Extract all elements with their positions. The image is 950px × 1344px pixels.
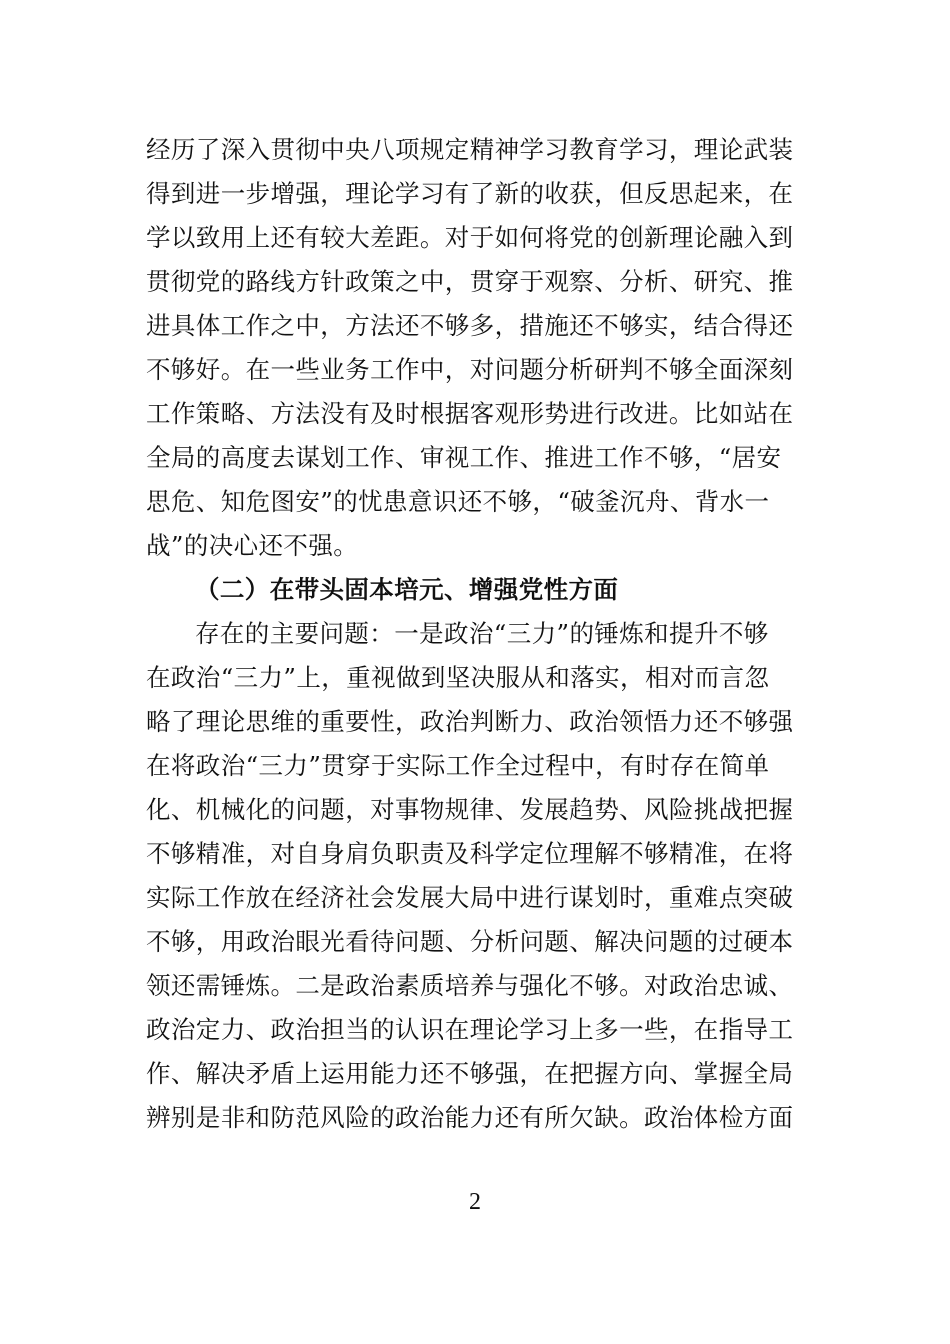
text-line: 化、机械化的问题，对事物规律、发展趋势、风险挑战把握	[146, 795, 794, 824]
body-text	[146, 128, 811, 1140]
text-line: 不够精准，对自身肩负职责及科学定位理解不够精准，在将	[146, 839, 794, 868]
text-line: 思危、知危图安”的忧患意识还不够，“破釜沉舟、背水一	[146, 487, 770, 516]
text-line: 学以致用上还有较大差距。对于如何将党的创新理论融入到	[146, 223, 794, 252]
text-line: 政治定力、政治担当的认识在理论学习上多一些，在指导工	[146, 1015, 794, 1044]
text-line: 辨别是非和防范风险的政治能力还有所欠缺。政治体检方面	[146, 1103, 794, 1132]
text-line: 工作策略、方法没有及时根据客观形势进行改进。比如站在	[146, 399, 794, 428]
text-line: 经历了深入贯彻中央八项规定精神学习教育学习，理论武装	[146, 135, 794, 164]
text-line: 作、解决矛盾上运用能力还不够强，在把握方向、掌握全局	[146, 1059, 794, 1088]
text-line: 在将政治“三力”贯穿于实际工作全过程中，有时存在简单	[146, 751, 770, 780]
text-line: 领还需锤炼。二是政治素质培养与强化不够。对政治忠诚、	[146, 971, 794, 1000]
text-line: 在政治“三力”上，重视做到坚决服从和落实，相对而言忽	[146, 663, 770, 692]
text-line: 全局的高度去谋划工作、审视工作、推进工作不够，“居安	[146, 443, 782, 472]
text-line: 不够好。在一些业务工作中，对问题分析研判不够全面深刻	[146, 355, 794, 384]
page-number: 2	[469, 1189, 481, 1215]
text-line: 得到进一步增强，理论学习有了新的收获，但反思起来，在	[146, 179, 794, 208]
text-line: 战”的决心还不强。	[146, 531, 359, 560]
text-line: 略了理论思维的重要性，政治判断力、政治领悟力还不够强	[146, 707, 794, 736]
text-line: 进具体工作之中，方法还不够多，措施还不够实，结合得还	[146, 311, 794, 340]
text-line: 存在的主要问题：一是政治“三力”的锤炼和提升不够	[195, 619, 769, 648]
text-line: 贯彻党的路线方针政策之中，贯穿于观察、分析、研究、推	[146, 267, 794, 296]
text-line: 不够，用政治眼光看待问题、分析问题、解决问题的过硬本	[146, 927, 794, 956]
section-heading: （二）在带头固本培元、增强党性方面	[195, 575, 619, 604]
text-line: 实际工作放在经济社会发展大局中进行谋划时，重难点突破	[146, 883, 794, 912]
